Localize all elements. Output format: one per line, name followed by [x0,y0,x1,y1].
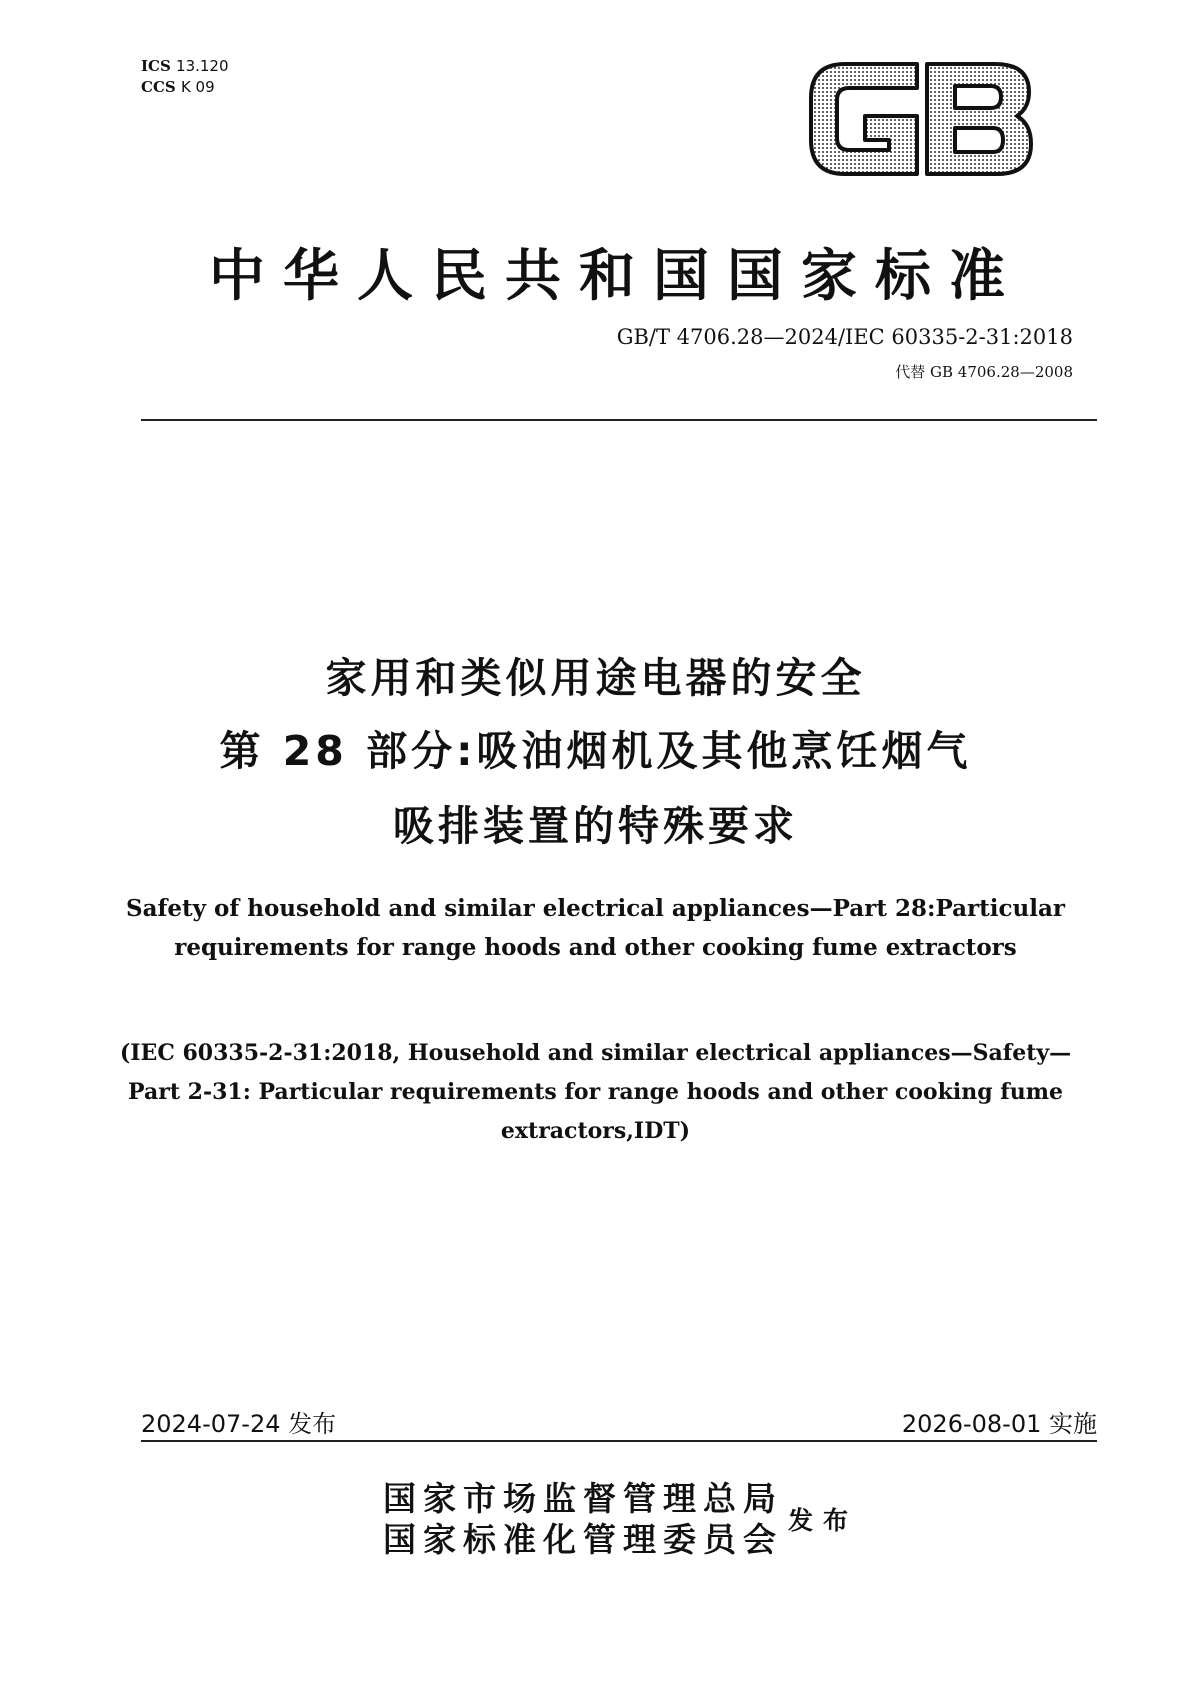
replaces-standard: 代替 GB 4706.28—2008 [895,363,1073,381]
issue-date: 2024-07-24 发布 [141,1410,337,1438]
ccs-line [141,77,229,98]
gb-logo-graphic [805,58,1037,180]
iec-reference-line1: (IEC 60335-2-31:2018, Household and similar electrical appliances—Safety— [119,1040,1072,1066]
ics-label: ICS [141,57,171,75]
ics-line [141,56,229,77]
title-zh-line2: 第 28 部分:吸油烟机及其他烹饪烟气 [219,727,972,775]
national-standard-title: 中华人民共和国国家标准 [209,243,1023,309]
iec-reference-line2: Part 2-31: Particular requirements for range hoods and other cooking fume [128,1079,1063,1105]
title-zh-line1: 家用和类似用途电器的安全 [325,654,866,702]
iec-reference-line3: extractors,IDT) [500,1118,691,1144]
header-divider [141,419,1097,421]
implementation-date: 2026-08-01 实施 [901,1410,1097,1438]
authority-samr: 国家市场监督管理总局 [383,1479,783,1518]
issuing-authorities [383,1478,783,1560]
authority-sac: 国家标准化管理委员会 [383,1520,783,1559]
classification-codes [141,56,229,98]
title-en-line2: requirements for range hoods and other cooking fume extractors [174,934,1017,961]
ccs-code: K 09 [180,78,215,96]
publish-label: 发布 [788,1506,859,1535]
footer-divider [141,1440,1097,1442]
gb-logo [805,58,1037,180]
ics-code: 13.120 [176,57,229,75]
ccs-label: CCS [141,78,176,96]
standard-number: GB/T 4706.28—2024/IEC 60335-2-31:2018 [616,325,1073,349]
title-en-line1: Safety of household and similar electrical appliances—Part 28:Particular [125,895,1066,922]
title-zh-line3: 吸排装置的特殊要求 [393,802,798,850]
